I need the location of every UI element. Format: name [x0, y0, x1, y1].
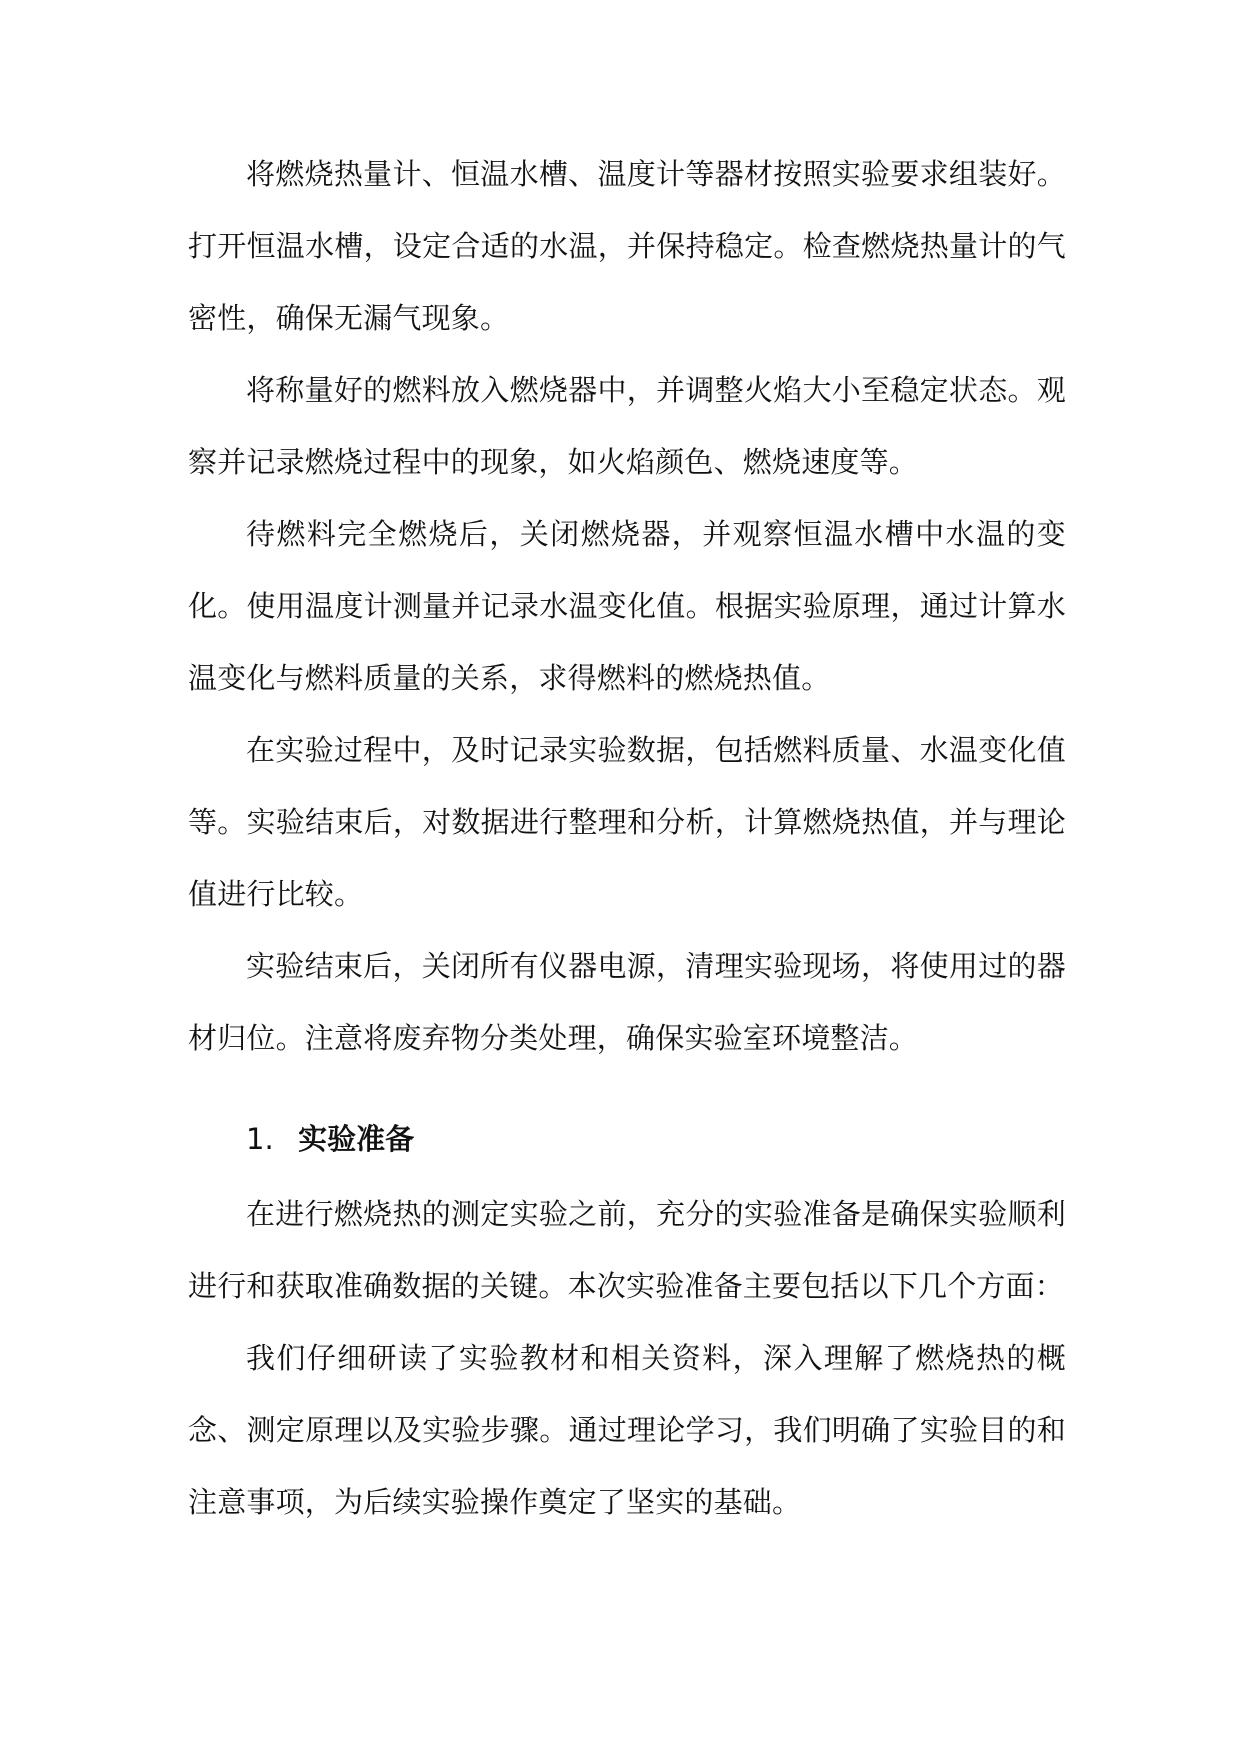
paragraph-cleanup: 实验结束后，关闭所有仪器电源，清理实验现场，将使用过的器材归位。注意将废弃物分类处理，确保实验室环境整洁。 [188, 949, 1066, 1055]
section-heading [188, 1100, 1066, 1178]
section-title: 实验准备 [298, 1122, 415, 1156]
paragraph-assembly: 将燃烧热量计、恒温水槽、温度计等器材按照实验要求组装好。打开恒温水槽，设定合适的水温，并保持稳定。检查燃烧热量计的气密性，确保无漏气现象。 [188, 157, 1066, 335]
paragraph-temperature-measurement: 待燃料完全燃烧后，关闭燃烧器，并观察恒温水槽中水温的变化。使用温度计测量并记录水温变化值。根据实验原理，通过计算水温变化与燃料质量的关系，求得燃料的燃烧热值。 [188, 517, 1066, 695]
paragraph-fuel-burning: 将称量好的燃料放入燃烧器中，并调整火焰大小至稳定状态。观察并记录燃烧过程中的现象，如火焰颜色、燃烧速度等。 [188, 373, 1066, 479]
document-body [188, 138, 1066, 1538]
paragraph-data-recording: 在实验过程中，及时记录实验数据，包括燃料质量、水温变化值等。实验结束后，对数据进行整理和分析，计算燃烧热值，并与理论值进行比较。 [188, 733, 1066, 911]
paragraph-preparation-intro: 在进行燃烧热的测定实验之前，充分的实验准备是确保实验顺利进行和获取准确数据的关键。本次实验准备主要包括以下几个方面： [188, 1197, 1066, 1303]
paragraph-theory-study: 我们仔细研读了实验教材和相关资料，深入理解了燃烧热的概念、测定原理以及实验步骤。通过理论学习，我们明确了实验目的和注意事项，为后续实验操作奠定了坚实的基础。 [188, 1341, 1066, 1519]
section-number: 1. [246, 1122, 274, 1156]
